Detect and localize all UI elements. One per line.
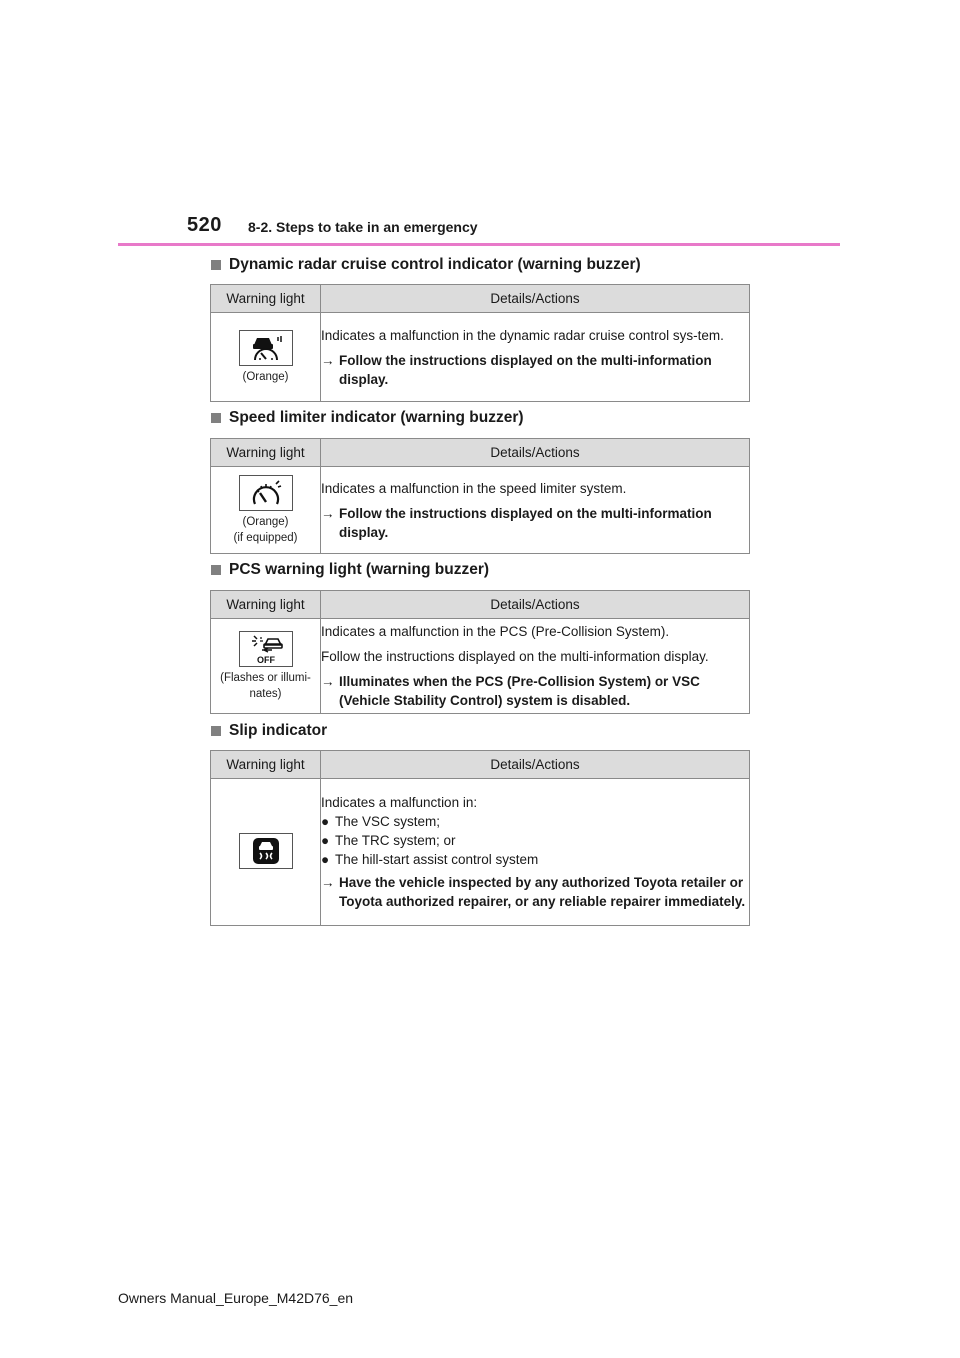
icon-caption: (Flashes or illumi-nates) (220, 671, 311, 700)
subheading-speed-limiter: Speed limiter indicator (warning buzzer) (211, 409, 524, 427)
pcs-off-label: OFF (256, 654, 275, 665)
arrow-icon: → (321, 505, 335, 521)
warning-table-pcs (210, 590, 750, 714)
details-cell (321, 313, 750, 402)
warning-light-cell (211, 467, 321, 554)
action-item: → Follow the instructions displayed on the multi-information display. (321, 505, 712, 540)
arrow-icon: → (321, 875, 335, 890)
warning-table-slip (210, 750, 750, 926)
warning-light-cell (211, 313, 321, 402)
subheading-radar-cruise: Dynamic radar cruise control indicator (warning buzzer) (211, 256, 641, 274)
action-item: → Illuminates when the PCS (Pre-Collision System) or VSC (Vehicle Stability Control) system is disabled. (321, 674, 700, 708)
column-header-warning-light: Warning light (211, 439, 321, 467)
details-text: Indicates a malfunction in the dynamic radar cruise control sys-tem. (321, 327, 724, 343)
details-text: Follow the instructions displayed on the multi-information display. (321, 649, 709, 664)
column-header-details: Details/Actions (321, 285, 750, 313)
icon-caption: (Orange) (242, 370, 289, 383)
warning-light-cell (211, 619, 321, 714)
square-bullet-icon (211, 413, 221, 423)
radar-cruise-warning-icon (239, 330, 293, 366)
square-bullet-icon (211, 260, 221, 270)
warning-light-cell (211, 779, 321, 926)
square-bullet-icon (211, 726, 221, 736)
details-text: Indicates a malfunction in the PCS (Pre-Collision System). (321, 624, 670, 639)
icon-caption: (Orange) (242, 515, 289, 528)
column-header-warning-light: Warning light (211, 751, 321, 779)
bullet-dot-icon: ● (321, 852, 330, 867)
subheading-pcs: PCS warning light (warning buzzer) (211, 561, 489, 579)
square-bullet-icon (211, 565, 221, 575)
column-header-warning-light: Warning light (211, 285, 321, 313)
list-item: ● The VSC system; (321, 814, 441, 829)
warning-table-speed-limiter (210, 438, 750, 554)
details-cell (321, 619, 750, 714)
action-item: → Follow the instructions displayed on the multi-information display. (321, 352, 712, 387)
header-rule (118, 243, 840, 246)
bullet-dot-icon: ● (321, 814, 330, 829)
section-title: 8-2. Steps to take in an emergency (248, 219, 478, 235)
subheading-slip: Slip indicator (211, 722, 327, 740)
bullet-dot-icon: ● (321, 833, 330, 848)
details-text: Indicates a malfunction in: (321, 795, 478, 810)
column-header-details: Details/Actions (321, 751, 750, 779)
arrow-icon: → (321, 674, 335, 689)
list-item: ● The hill-start assist control system (321, 852, 539, 867)
speed-limiter-warning-icon (239, 475, 293, 511)
details-cell (321, 779, 750, 926)
warning-table-radar-cruise (210, 284, 750, 402)
icon-caption: (if equipped) (233, 531, 298, 544)
pcs-off-warning-icon (239, 631, 293, 667)
slip-indicator-icon (239, 833, 293, 869)
details-cell (321, 467, 750, 554)
column-header-details: Details/Actions (321, 439, 750, 467)
arrow-icon: → (321, 352, 335, 368)
page-number: 520 (187, 214, 222, 236)
column-header-warning-light: Warning light (211, 591, 321, 619)
details-text: Indicates a malfunction in the speed limiter system. (321, 480, 627, 496)
column-header-details: Details/Actions (321, 591, 750, 619)
action-item: → Have the vehicle inspected by any authorized Toyota retailer or Toyota authorized repairer, or any reliable repairer immediately. (321, 875, 746, 909)
list-item: ● The TRC system; or (321, 833, 456, 848)
footer-doc-id: Owners Manual_Europe_M42D76_en (118, 1290, 354, 1306)
